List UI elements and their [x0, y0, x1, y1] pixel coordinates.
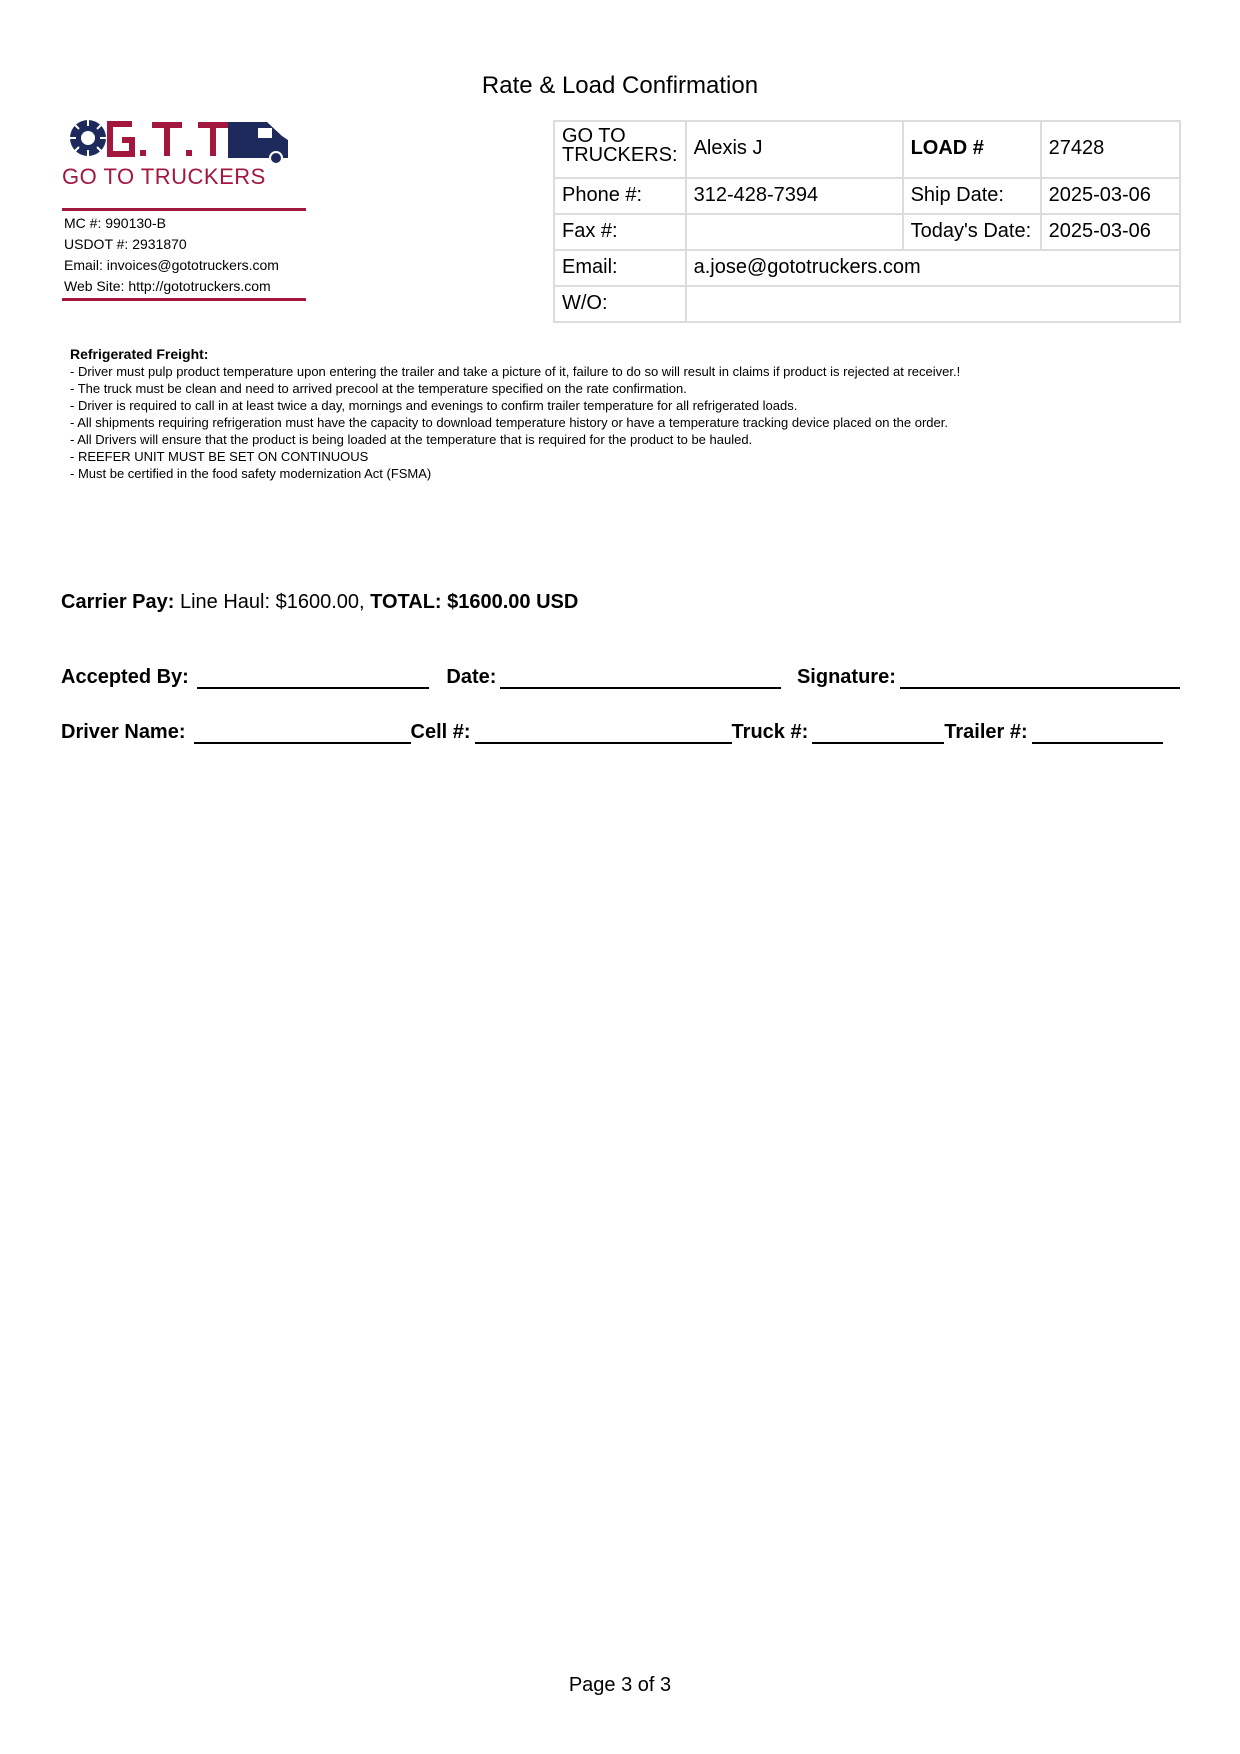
truck-field[interactable]: [812, 724, 944, 744]
refrigerated-rule: - The truck must be clean and need to arrived precool at the temperature specified on the rate confirmation.: [70, 381, 687, 396]
driver-name-field[interactable]: [194, 724, 411, 744]
ship-date-label: Ship Date:: [903, 178, 1041, 214]
accepted-by-field[interactable]: [197, 669, 429, 689]
company-logo: [62, 118, 307, 198]
truck-label: Truck #:: [731, 721, 809, 743]
acceptance-row: [61, 666, 1184, 689]
signature-field[interactable]: [900, 669, 1180, 689]
table-row: [554, 214, 1180, 250]
refrigerated-heading: Refrigerated Freight:: [70, 346, 209, 362]
logo-graphic: [62, 118, 312, 198]
contact-name: Alexis J: [686, 121, 903, 178]
pay-total: TOTAL: $1600.00 USD: [370, 591, 579, 613]
driver-row: [61, 721, 1167, 744]
logo-subtitle: GO TO TRUCKERS: [62, 164, 266, 189]
refrigerated-rule: - Must be certified in the food safety modernization Act (FSMA): [70, 466, 432, 481]
table-row: [554, 178, 1180, 214]
phone-value: 312-428-7394: [686, 178, 903, 214]
refrigerated-freight-section: [70, 346, 960, 482]
signature-label: Signature:: [796, 666, 896, 688]
line-haul: Line Haul: $1600.00,: [174, 591, 371, 613]
table-row: [554, 286, 1180, 322]
company-info: [64, 213, 279, 297]
load-number: 27428: [1041, 121, 1180, 178]
refrigerated-rule: - Driver must pulp product temperature upon entering the trailer and take a picture of it, failure to do so will result in claims if product is rejected at receiver.!: [70, 364, 961, 379]
company-label-line2: TRUCKERS:: [562, 144, 678, 166]
mc-number: MC #: 990130-B: [64, 215, 166, 231]
phone-label: Phone #:: [554, 178, 686, 214]
date-label: Date:: [446, 666, 497, 688]
wo-value: [686, 286, 1180, 322]
company-info-divider: [62, 298, 306, 301]
refrigerated-rule: - Driver is required to call in at least twice a day, mornings and evenings to confirm trailer temperature for all refrigerated loads.: [70, 398, 798, 413]
accepted-by-label: Accepted By:: [61, 666, 189, 688]
table-row: [554, 250, 1180, 286]
refrigerated-rules: [70, 363, 960, 482]
carrier-pay-label: Carrier Pay:: [61, 591, 175, 613]
company-label-cell: [554, 121, 686, 178]
todays-date-value: 2025-03-06: [1041, 214, 1180, 250]
todays-date-label: Today's Date:: [903, 214, 1041, 250]
ship-date-value: 2025-03-06: [1041, 178, 1180, 214]
load-label: LOAD #: [903, 121, 1041, 178]
date-field[interactable]: [500, 669, 781, 689]
fax-value: [686, 214, 903, 250]
load-info-table: [553, 120, 1181, 323]
document-title: Rate & Load Confirmation: [481, 72, 759, 99]
company-email: Email: invoices@gototruckers.com: [64, 257, 279, 273]
refrigerated-rule: - REEFER UNIT MUST BE SET ON CONTINUOUS: [70, 449, 369, 464]
trailer-label: Trailer #:: [944, 721, 1028, 743]
page-number: Page 3 of 3: [568, 1674, 672, 1696]
usdot-number: USDOT #: 2931870: [64, 236, 187, 252]
trailer-field[interactable]: [1032, 724, 1163, 744]
email-value: a.jose@gototruckers.com: [686, 250, 1180, 286]
logo-divider: [62, 208, 306, 211]
table-row: [554, 121, 1180, 178]
refrigerated-rule: - All shipments requiring refrigeration must have the capacity to download temperature history or have a temperature tracking device placed on the order.: [70, 415, 948, 430]
refrigerated-rule: - All Drivers will ensure that the product is being loaded at the temperature that is required for the product to be hauled.: [70, 432, 753, 447]
company-label-line1: GO TO: [562, 125, 626, 147]
cell-label: Cell #:: [410, 721, 471, 743]
fax-label: Fax #:: [554, 214, 686, 250]
cell-field[interactable]: [475, 724, 732, 744]
wo-label: W/O:: [554, 286, 686, 322]
driver-name-label: Driver Name:: [61, 721, 186, 743]
carrier-pay: [61, 591, 578, 614]
company-website: Web Site: http://gototruckers.com: [64, 278, 271, 294]
email-label: Email:: [554, 250, 686, 286]
